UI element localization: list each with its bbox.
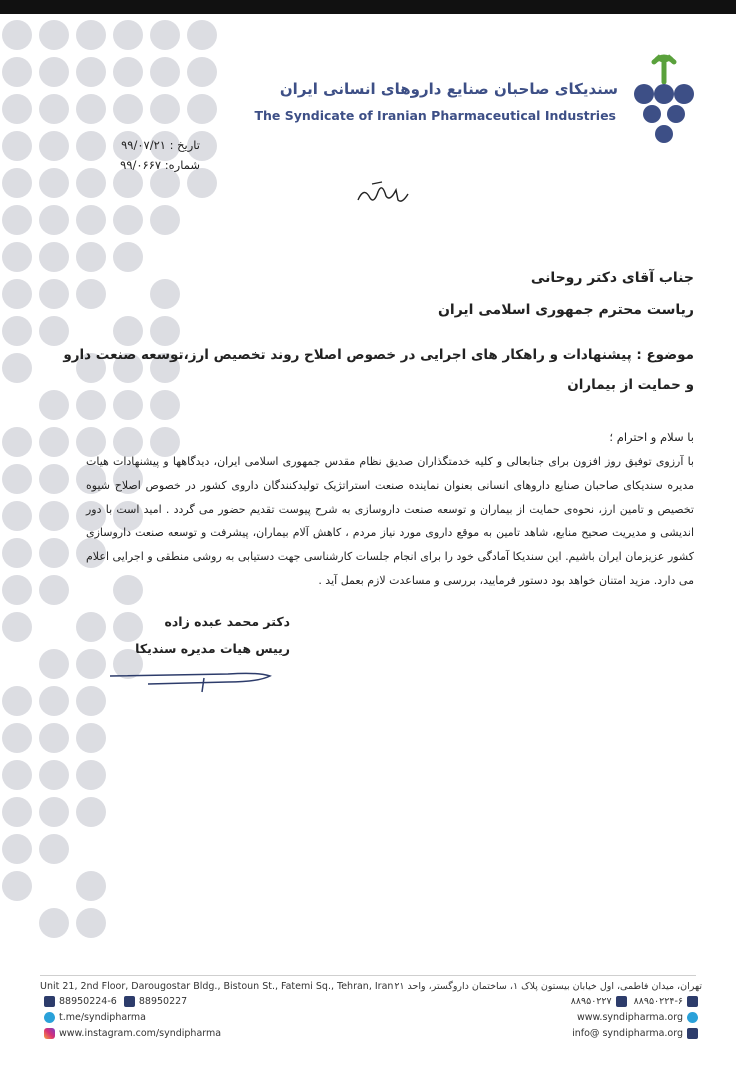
phone-icon <box>687 996 698 1007</box>
footer-divider <box>40 975 696 976</box>
decorative-dot <box>2 168 32 198</box>
decorative-dot <box>2 205 32 235</box>
letter-number: شماره: ۹۹/۰۶۶۷ <box>120 158 200 172</box>
footer-instagram[interactable] <box>40 1028 221 1039</box>
decorative-dot <box>2 57 32 87</box>
instagram-link[interactable]: www.instagram.com/syndipharma <box>59 1028 222 1039</box>
footer-telegram[interactable] <box>40 1012 146 1023</box>
top-black-bar <box>0 0 736 14</box>
decorative-dot <box>39 279 69 309</box>
decorative-dot <box>76 94 106 124</box>
decorative-dot <box>39 94 69 124</box>
letter-meta <box>80 135 200 175</box>
decorative-dot <box>39 723 69 753</box>
bismillah-calligraphy <box>352 178 412 208</box>
decorative-dot <box>76 57 106 87</box>
letter-date: تاریخ : ۹۹/۰۷/۲۱ <box>121 138 200 152</box>
decorative-dot <box>39 575 69 605</box>
decorative-dot <box>39 168 69 198</box>
org-name-english: The Syndicate of Iranian Pharmaceutical Industries <box>254 108 616 123</box>
decorative-dot <box>39 501 69 531</box>
telegram-link[interactable]: t.me/syndipharma <box>59 1012 146 1023</box>
decorative-dot <box>39 242 69 272</box>
decorative-dot <box>2 723 32 753</box>
globe-icon <box>687 1012 698 1023</box>
letter-subject: موضوع : پیشنهادات و راهکار های اجرایی در خصوص اصلاح روند تخصیص ارز،توسعه صنعت دارو و حمایت از بیماران <box>63 347 694 393</box>
decorative-dot <box>150 20 180 50</box>
decorative-dot <box>76 205 106 235</box>
website-link[interactable]: www.syndipharma.org <box>576 1012 683 1023</box>
footer-website[interactable] <box>577 1012 702 1023</box>
org-name-persian: سندیکای صاحبان صنایع داروهای انسانی ایران <box>279 80 618 98</box>
fax-icon <box>616 996 627 1007</box>
instagram-icon <box>44 1028 55 1039</box>
handwritten-signature <box>108 662 278 696</box>
footer-address-fa: تهران، میدان فاطمی، اول خیابان بیستون پلاک ۱، ساختمان داروگستر، واحد ۲۱ <box>394 981 702 992</box>
footer-phone-row-fa <box>571 996 702 1007</box>
decorative-dot <box>2 834 32 864</box>
decorative-dot <box>76 760 106 790</box>
decorative-dot <box>76 686 106 716</box>
signatory-block <box>100 608 290 662</box>
letter-footer <box>0 975 736 1045</box>
signatory-title: رییس هیات مدیره سندیکا <box>135 641 290 656</box>
phone-fa: ۸۸۹۵۰۲۲۴-۶ <box>633 996 683 1007</box>
decorative-dot <box>2 538 32 568</box>
decorative-dot <box>2 612 32 642</box>
decorative-dot <box>2 797 32 827</box>
decorative-dot <box>39 20 69 50</box>
decorative-dot <box>39 834 69 864</box>
recipient-block <box>74 262 694 326</box>
syndicate-logo <box>624 50 704 150</box>
decorative-dot <box>2 871 32 901</box>
email-link[interactable]: info@ syndipharma.org <box>572 1028 683 1039</box>
decorative-dot <box>2 20 32 50</box>
decorative-dot <box>150 57 180 87</box>
phone-icon <box>44 996 55 1007</box>
decorative-dot <box>2 353 32 383</box>
decorative-dot <box>2 131 32 161</box>
footer-phone-row-en <box>40 996 187 1007</box>
decorative-dot <box>2 464 32 494</box>
telegram-icon <box>44 1012 55 1023</box>
fax-fa: ۸۸۹۵۰۲۲۷ <box>570 996 612 1007</box>
decorative-dot <box>113 205 143 235</box>
signatory-name: دکتر محمد عبده زاده <box>164 614 290 629</box>
decorative-dot <box>113 57 143 87</box>
decorative-dot <box>2 686 32 716</box>
decorative-dot <box>39 131 69 161</box>
decorative-dot <box>187 57 217 87</box>
decorative-dot <box>2 316 32 346</box>
decorative-dot <box>76 908 106 938</box>
decorative-dot <box>113 94 143 124</box>
recipient-name: جناب آقای دکتر روحانی <box>530 270 694 286</box>
decorative-dot <box>2 501 32 531</box>
recipient-title: ریاست محترم جمهوری اسلامی ایران <box>437 302 694 318</box>
decorative-dot <box>39 205 69 235</box>
decorative-dot <box>76 723 106 753</box>
decorative-dot <box>39 464 69 494</box>
decorative-dot <box>39 649 69 679</box>
footer-email[interactable] <box>572 1028 702 1039</box>
fax-icon <box>124 996 135 1007</box>
decorative-dot <box>39 760 69 790</box>
fax-en: 88950227 <box>138 996 188 1007</box>
decorative-dot <box>187 94 217 124</box>
decorative-dot <box>2 242 32 272</box>
decorative-dot <box>2 760 32 790</box>
decorative-dot <box>76 797 106 827</box>
decorative-dot <box>113 20 143 50</box>
letter-body: با آرزوی توفیق روز افزون برای جنابعالی و کلیه خدمتگذاران صدیق نظام مقدس جمهوری اسلامی ایران، دیدگاهها و پیشنهادات هیات مدیره سندیکای صاحبان صنایع داروهای انسانی بعنوان نماینده صنعت استراتژیک تولیدکنندگان داروی کشور در خصوص اصلاح شیوه تخصیص و تامین ارز، نحوه‌ی حمایت از بیماران و توسعه صنعت داروسازی به شرح پیوست تقدیم حضور می گردد . امید است با دور اندیشی و مدیریت صحیح منابع، شاهد تامین به موقع داروی مورد نیاز مردم ، کاهش آلام بیماران، پیشرفت و توسعه صنعت داروسازی کشور عزیزمان ایران باشیم. این سندیکا آمادگی خود را برای انجام جلسات کارشناسی جهت دستیابی به روشی منطقی و اجرایی اعلام می دارد. مزید امتنان خواهد بود دستور فرمایید، بررسی و مساعدت لازم بعمل آید . <box>86 455 694 587</box>
decorative-dot <box>76 20 106 50</box>
decorative-dot <box>39 538 69 568</box>
decorative-dot <box>187 20 217 50</box>
decorative-dot <box>76 871 106 901</box>
letter-greeting: با سلام و احترام ؛ <box>609 430 694 444</box>
decorative-dot <box>2 279 32 309</box>
mail-icon <box>687 1028 698 1039</box>
decorative-dot <box>2 427 32 457</box>
decorative-dot <box>39 686 69 716</box>
decorative-dot <box>39 57 69 87</box>
decorative-dot <box>39 908 69 938</box>
decorative-dot <box>39 797 69 827</box>
decorative-dot <box>2 575 32 605</box>
decorative-dot <box>39 427 69 457</box>
decorative-dot <box>150 94 180 124</box>
footer-address-en: Unit 21, 2nd Floor, Darougostar Bldg., Bistoun St., Fatemi Sq., Tehran, Iran <box>40 981 394 992</box>
decorative-dot <box>2 94 32 124</box>
decorative-dot <box>150 205 180 235</box>
phone-en: 88950224-6 <box>59 996 117 1007</box>
